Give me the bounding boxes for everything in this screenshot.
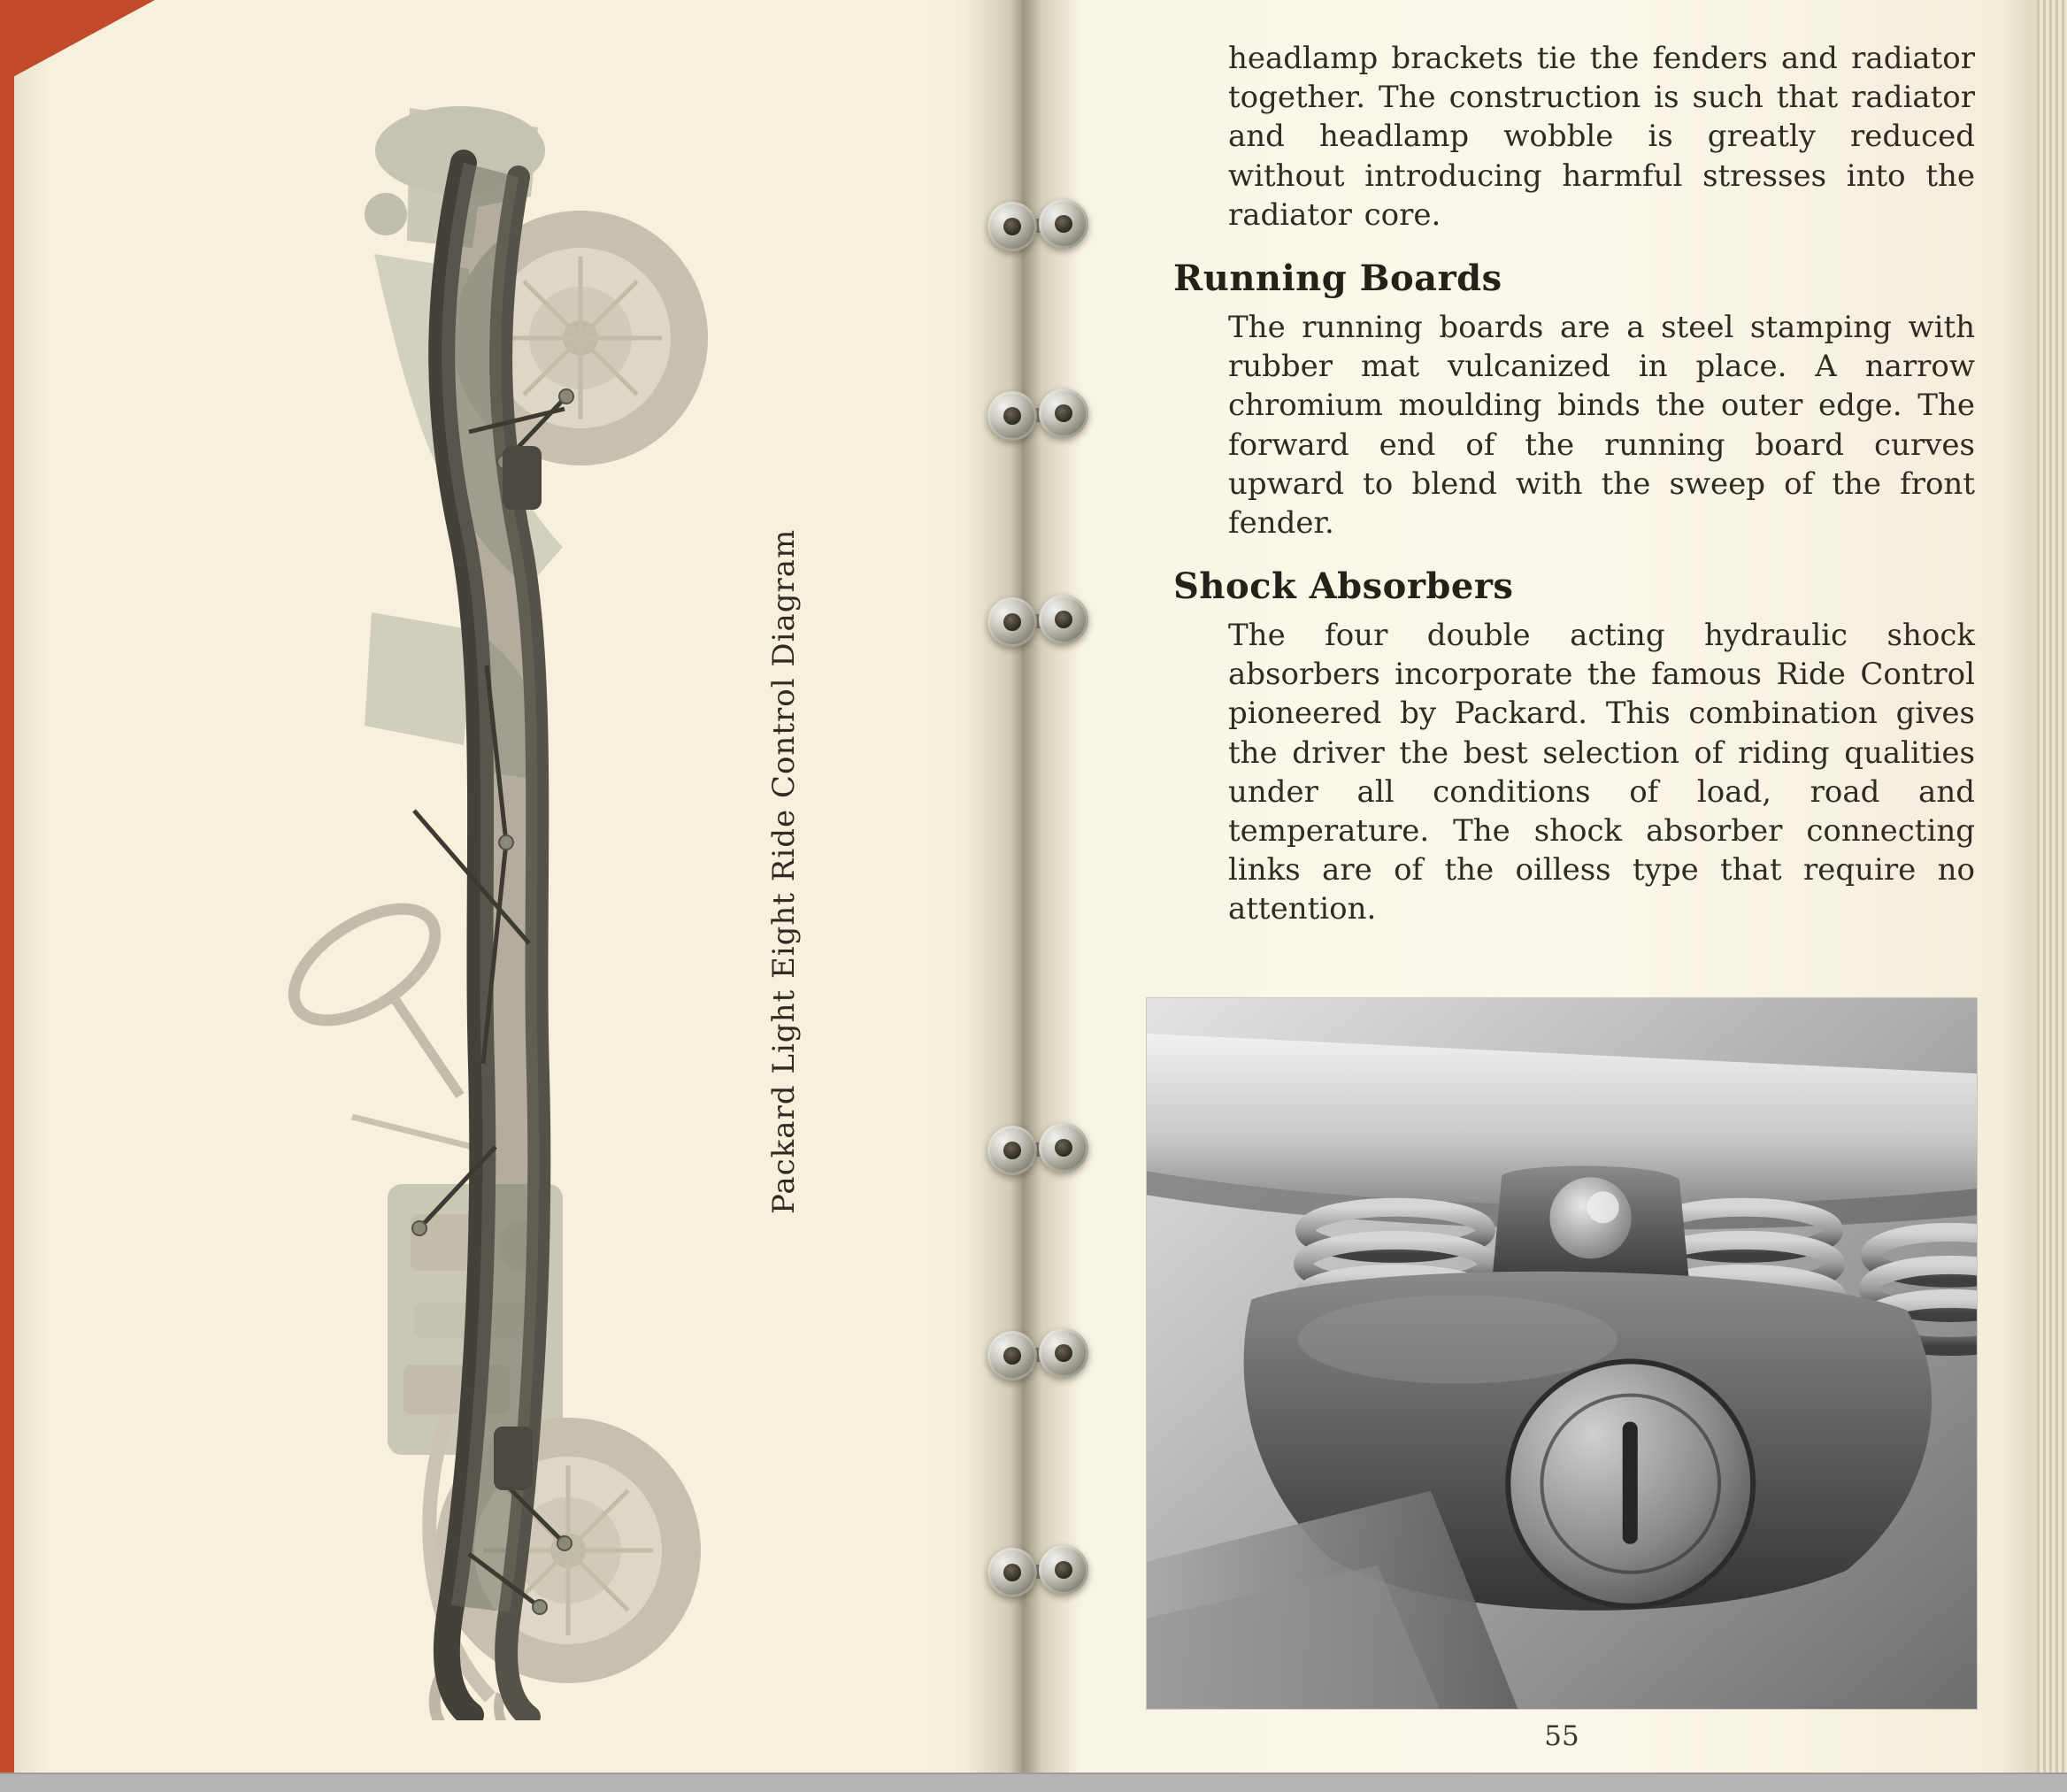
section-heading-running-boards: Running Boards (1173, 257, 1502, 299)
left-page (14, 0, 1021, 1773)
binding-ring-row (987, 199, 1097, 252)
binding-ring-row (987, 1123, 1097, 1176)
binding-ring (987, 391, 1037, 441)
chassis-diagram-svg (149, 46, 839, 1720)
binding-ring (1039, 1123, 1088, 1173)
running-boards-paragraph: The running boards are a steel stamping with rubber mat vulcanized in place. A narrow chromium moulding binds the outer edge. The forward end of the running board curves upward to blend with the sweep of the front fender. (1228, 309, 1975, 541)
shock-absorber-photo-svg (1147, 998, 1977, 1709)
binding-ring (1039, 199, 1088, 249)
intro-paragraph: headlamp brackets tie the fenders and radiator together. The construction is such that radiator and headlamp wobble is greatly reduced without introducing harmful stresses into the radiator core. (1228, 41, 1975, 233)
shock-absorber-photo (1147, 998, 1977, 1709)
binding-ring (1039, 1545, 1088, 1595)
page-edges-right (2037, 0, 2067, 1773)
body-text-column (1173, 39, 1975, 938)
binding-ring (987, 597, 1037, 647)
binding-ring (1039, 1328, 1088, 1378)
diagram-caption: Packard Light Eight Ride Control Diagram (766, 528, 802, 1214)
shock-absorbers-paragraph: The four double acting hydraulic shock absorbers incorporate the famous Ride Control pioneered by Packard. This combination gives the driver the best selection of riding qualities under all conditions of load, road and temperature. The shock absorber connecting links are of the oilless type that require no attention. (1228, 618, 1975, 927)
page-number: 55 (1544, 1720, 1579, 1752)
binding-ring-row (987, 595, 1097, 648)
scan-edge-left (0, 0, 14, 1792)
binding-ring (1039, 595, 1088, 644)
binding-ring (987, 1548, 1037, 1597)
binding-ring (1039, 388, 1088, 438)
section-heading-shock-absorbers: Shock Absorbers (1173, 565, 1514, 608)
binding-ring-row (987, 1328, 1097, 1381)
binding-ring (987, 1126, 1037, 1175)
scan-edge-bottom (0, 1773, 2067, 1792)
binding-ring (987, 1331, 1037, 1381)
binding-ring-row (987, 388, 1097, 442)
binding-ring (987, 202, 1037, 251)
binding-ring-row (987, 1545, 1097, 1598)
right-page (1021, 0, 2040, 1773)
ride-control-diagram-illustration (149, 46, 839, 1720)
